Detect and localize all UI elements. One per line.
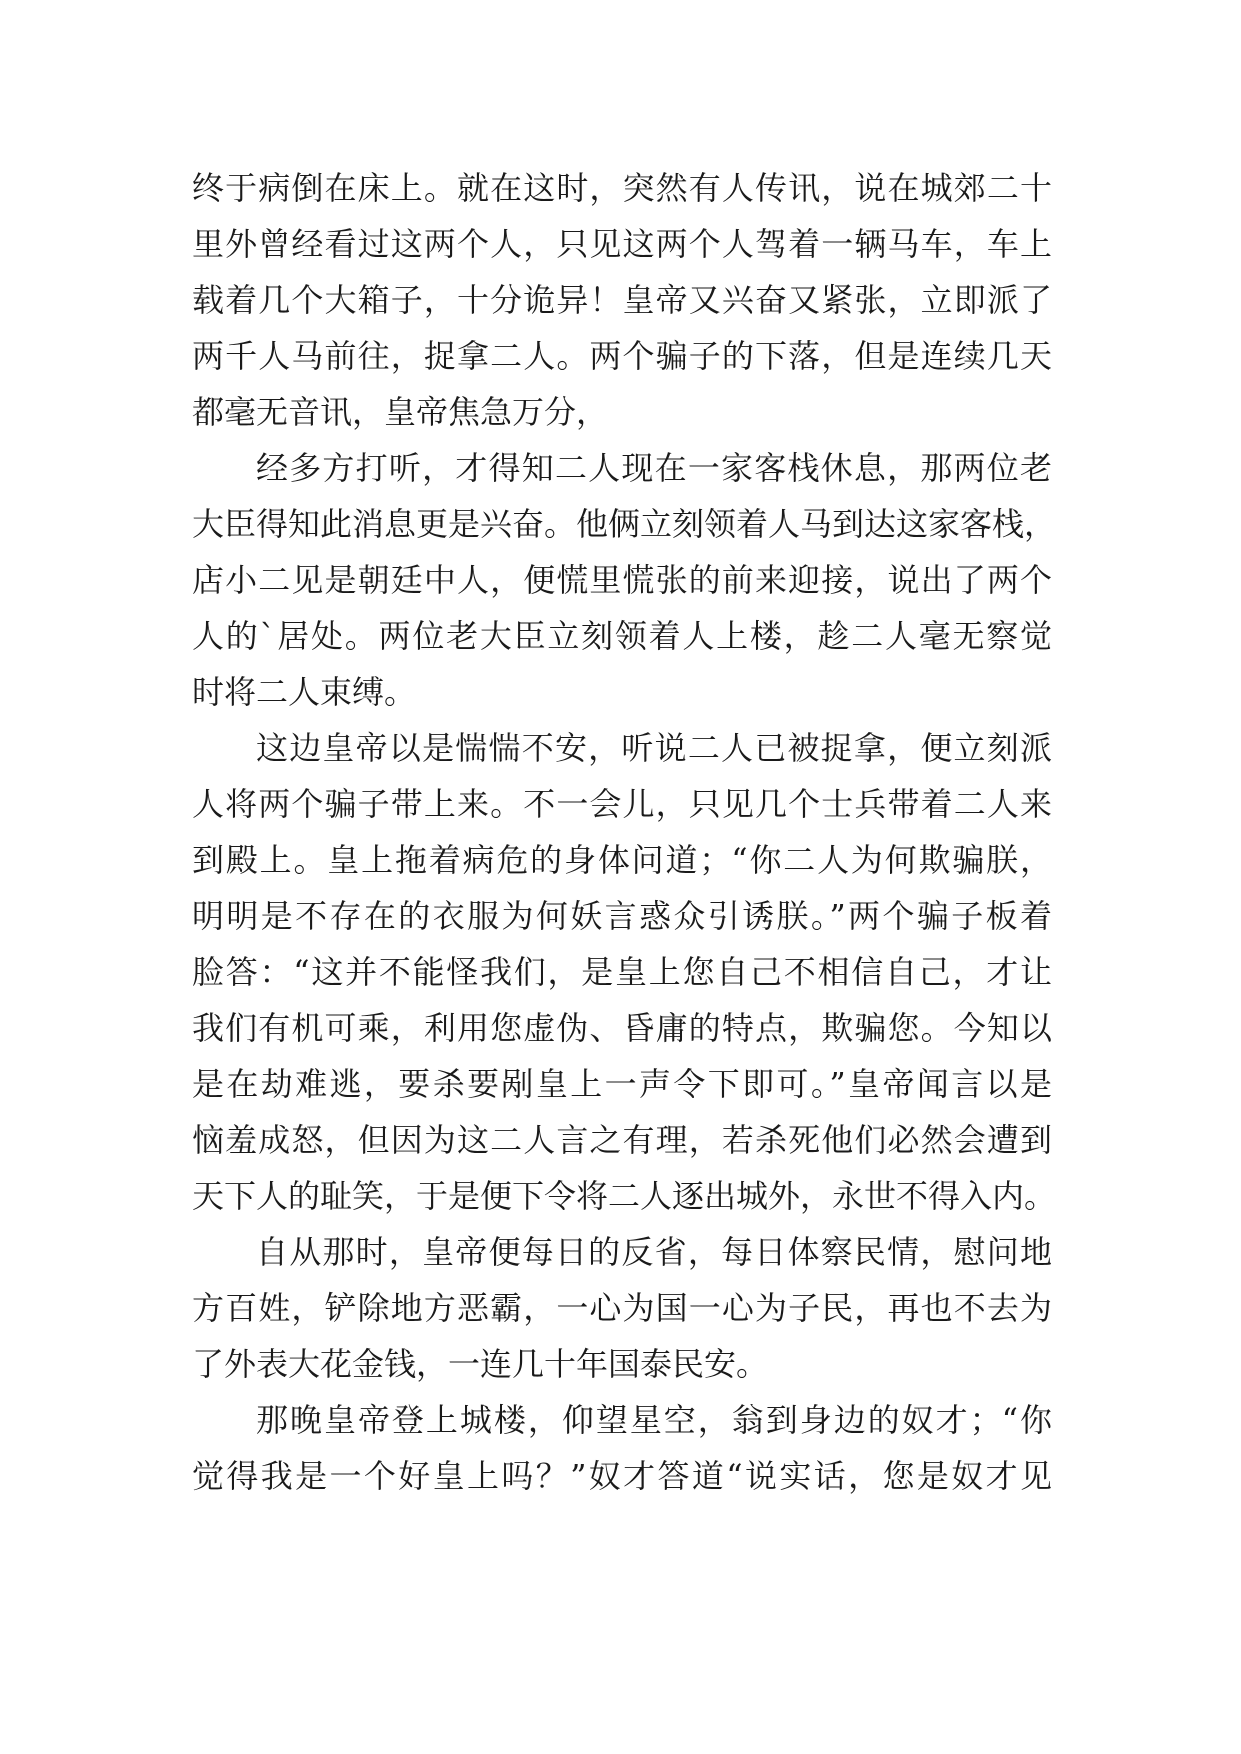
- paragraph-first-line: 经多方打听，才得知二人现在一家客栈休息，那两位老: [256, 449, 1052, 487]
- text-line: 明明是不存在的衣服为何妖言惑众引诱朕。”两个骗子板着: [192, 897, 1052, 935]
- text-line: 觉得我是一个好皇上吗？”奴才答道“说实话，您是奴才见: [192, 1457, 1052, 1495]
- text-line: 都毫无音讯，皇帝焦急万分，: [192, 393, 609, 431]
- body-text: [192, 160, 1057, 1504]
- text-line: 脸答：“这并不能怪我们，是皇上您自己不相信自己，才让: [192, 953, 1052, 991]
- text-line: 到殿上。皇上拖着病危的身体问道；“你二人为何欺骗朕，: [192, 841, 1052, 879]
- paragraph-first-line: 那晚皇帝登上城楼，仰望星空，翁到身边的奴才；“你: [256, 1401, 1052, 1439]
- text-line: 我们有机可乘，利用您虚伪、昏庸的特点，欺骗您。今知以: [192, 1009, 1052, 1047]
- paragraph-first-line: 自从那时，皇帝便每日的反省，每日体察民情，慰问地: [256, 1233, 1052, 1271]
- text-line: 人将两个骗子带上来。不一会儿，只见几个士兵带着二人来: [192, 785, 1052, 823]
- text-line: 里外曾经看过这两个人，只见这两个人驾着一辆马车，车上: [192, 225, 1052, 263]
- text-line: 两千人马前往，捉拿二人。两个骗子的下落，但是连续几天: [192, 337, 1052, 375]
- text-line: 天下人的耻笑，于是便下令将二人逐出城外，永世不得入内。: [192, 1177, 1057, 1215]
- text-line: 是在劫难逃，要杀要剐皇上一声令下即可。”皇帝闻言以是: [192, 1065, 1052, 1103]
- text-line: 时将二人束缚。: [192, 673, 417, 711]
- text-line: 人的`居处。两位老大臣立刻领着人上楼，趁二人毫无察觉: [192, 617, 1052, 655]
- text-line: 终于病倒在床上。就在这时，突然有人传讯，说在城郊二十: [192, 169, 1052, 207]
- text-line: 方百姓，铲除地方恶霸，一心为国一心为子民，再也不去为: [192, 1289, 1052, 1327]
- text-line: 了外表大花金钱，一连几十年国泰民安。: [192, 1345, 769, 1383]
- text-line: 载着几个大箱子，十分诡异！皇帝又兴奋又紧张，立即派了: [192, 281, 1052, 319]
- text-line: 恼羞成怒，但因为这二人言之有理，若杀死他们必然会遭到: [192, 1121, 1052, 1159]
- text-line: 大臣得知此消息更是兴奋。他俩立刻领着人马到达这家客栈，: [192, 505, 1057, 543]
- paragraph-first-line: 这边皇帝以是惴惴不安，听说二人已被捉拿，便立刻派: [256, 729, 1052, 767]
- text-line: 店小二见是朝廷中人，便慌里慌张的前来迎接，说出了两个: [192, 561, 1052, 599]
